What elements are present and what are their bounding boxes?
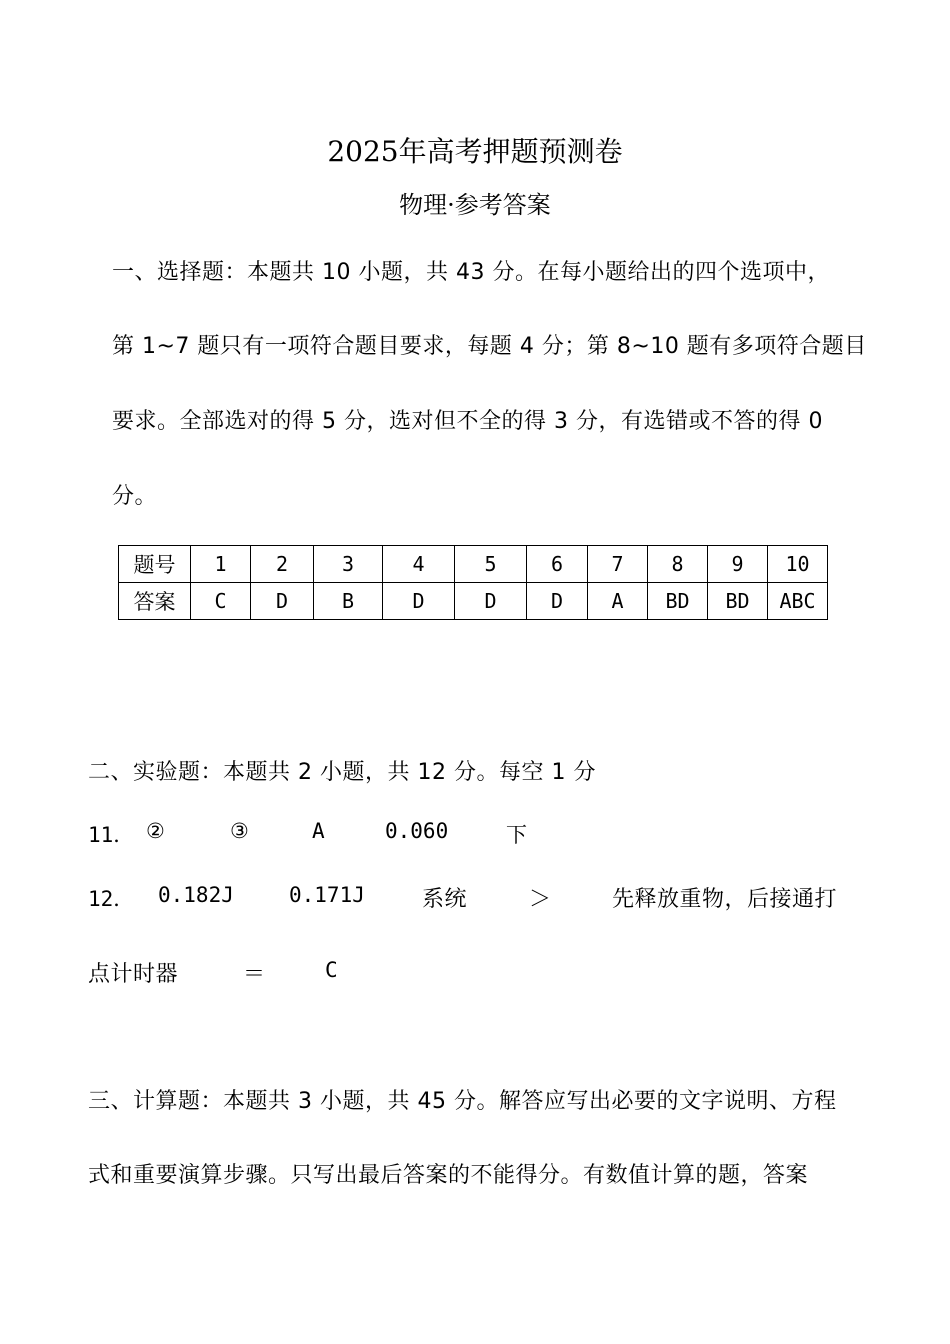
- section2-heading: 二、实验题：本题共 2 小题，共 12 分。每空 1 分: [88, 760, 596, 785]
- answer-cell: ABC: [768, 583, 828, 620]
- page-subtitle: 物理·参考答案: [399, 191, 551, 219]
- answer-cell: B: [314, 583, 383, 620]
- q12-number: 12．: [88, 887, 135, 911]
- q11-answer: 0.060: [385, 819, 449, 843]
- q12-answer: 0.171J: [289, 883, 365, 907]
- question-number-cell: 1: [191, 546, 251, 583]
- question-number-cell: 7: [588, 546, 648, 583]
- q12-answer-cont: 点计时器: [88, 962, 179, 987]
- section1-line1: 一、选择题：本题共 10 小题，共 43 分。在每小题给出的四个选项中，: [112, 260, 830, 285]
- q12-answer: 0.182J: [158, 883, 234, 907]
- answer-cell: BD: [648, 583, 708, 620]
- answer-cell: A: [588, 583, 648, 620]
- q11-answer: A: [312, 819, 325, 843]
- q12-answer: 系统: [422, 887, 468, 912]
- answer-table: [118, 545, 828, 620]
- answer-cell: D: [251, 583, 314, 620]
- row-label-answer: 答案: [119, 583, 191, 620]
- q11-answer: 下: [506, 823, 527, 847]
- answer-cell: D: [383, 583, 455, 620]
- q12-answer: 先释放重物，后接通打: [612, 887, 838, 912]
- q12-answer-cont: C: [325, 958, 338, 982]
- table-row-answers: [119, 583, 828, 620]
- row-label-question-number: 题号: [119, 546, 191, 583]
- q12-answer-cont: ＝: [243, 962, 266, 987]
- q11-answer: ②: [146, 819, 165, 843]
- answer-cell: C: [191, 583, 251, 620]
- q11-answer: ③: [230, 819, 249, 843]
- question-number-cell: 5: [455, 546, 527, 583]
- question-number-cell: 10: [768, 546, 828, 583]
- section1-line4: 分。: [112, 484, 158, 509]
- question-number-cell: 4: [383, 546, 455, 583]
- question-number-cell: 9: [708, 546, 768, 583]
- answer-cell: BD: [708, 583, 768, 620]
- section3-line2: 式和重要演算步骤。只写出最后答案的不能得分。有数值计算的题，答案: [88, 1163, 809, 1188]
- section1-line3: 要求。全部选对的得 5 分，选对但不全的得 3 分，有选错或不答的得 0: [112, 409, 823, 434]
- question-number-cell: 8: [648, 546, 708, 583]
- table-row-question-numbers: [119, 546, 828, 583]
- q12-answer: ＞: [529, 887, 552, 912]
- q11-number: 11．: [88, 823, 135, 847]
- section1-line2: 第 1~7 题只有一项符合题目要求，每题 4 分；第 8~10 题有多项符合题目: [112, 334, 867, 359]
- answer-cell: D: [455, 583, 527, 620]
- section3-line1: 三、计算题：本题共 3 小题，共 45 分。解答应写出必要的文字说明、方程: [88, 1089, 837, 1114]
- question-number-cell: 3: [314, 546, 383, 583]
- page-title: 2025年高考押题预测卷: [327, 135, 623, 168]
- question-number-cell: 2: [251, 546, 314, 583]
- question-number-cell: 6: [527, 546, 588, 583]
- answer-cell: D: [527, 583, 588, 620]
